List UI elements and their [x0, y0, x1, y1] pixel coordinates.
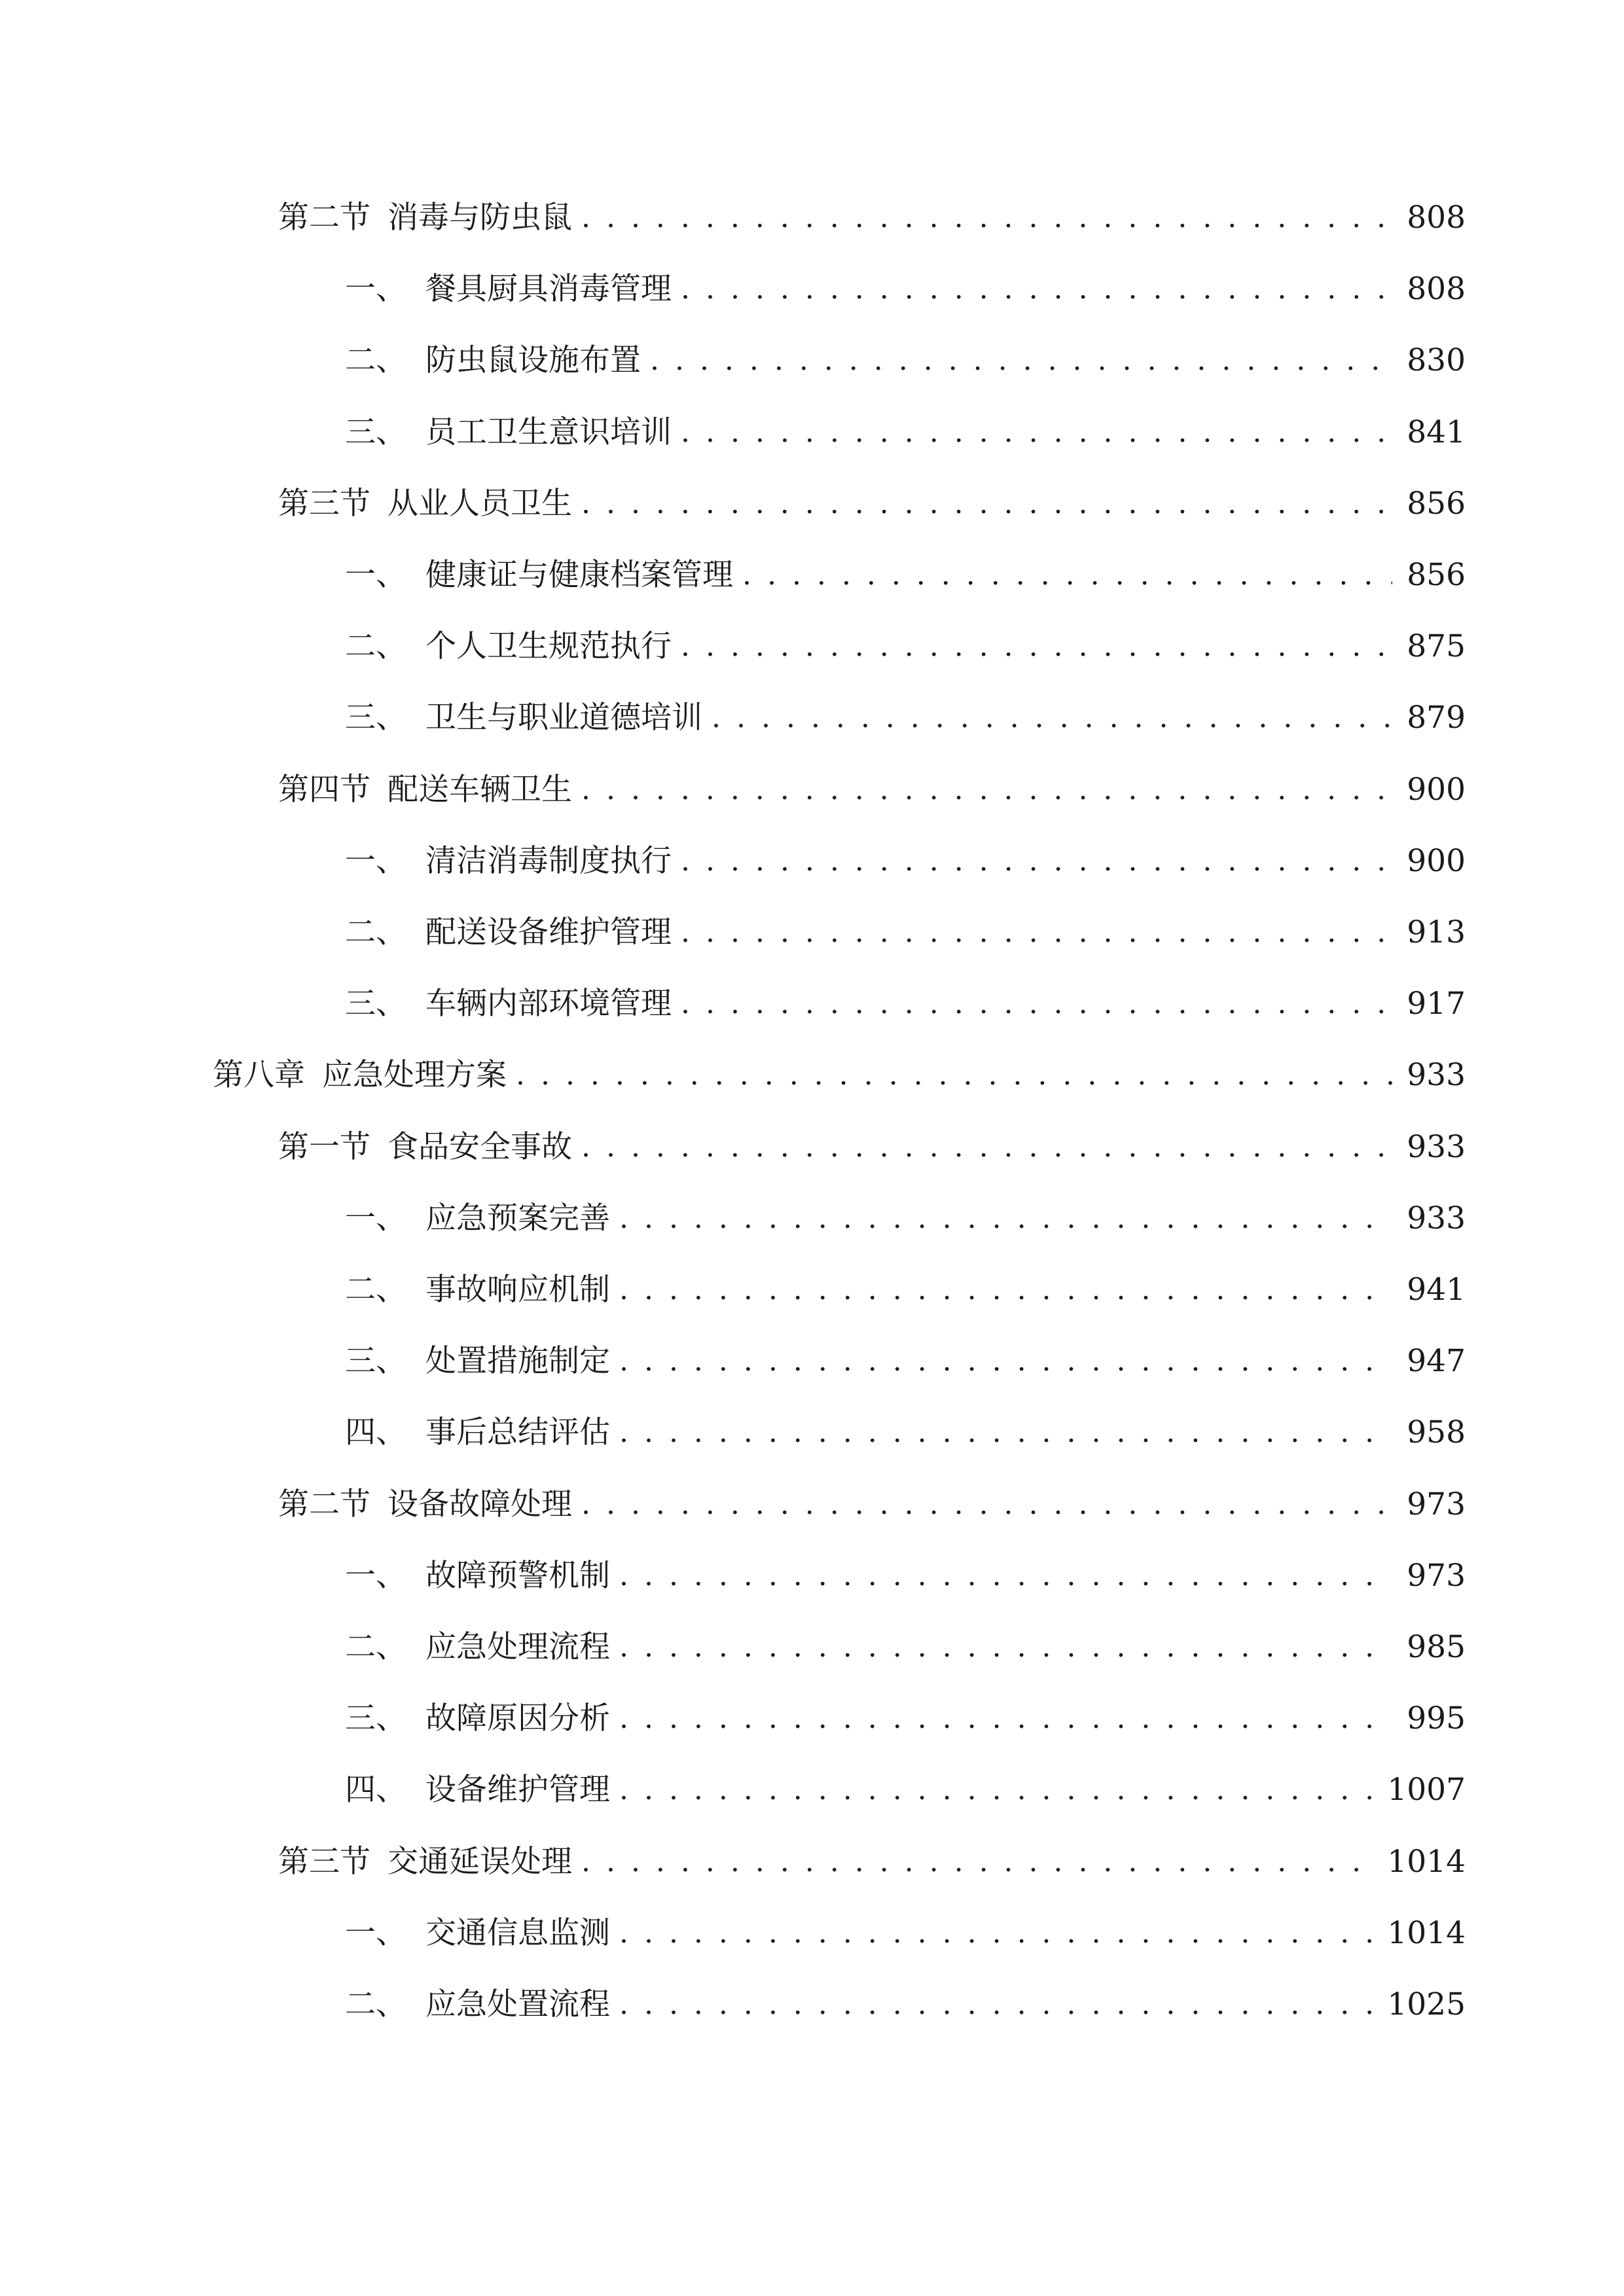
- toc-dot-leader: [619, 1770, 1373, 1810]
- toc-entry-title: 应急处理方案: [322, 1057, 507, 1094]
- toc-dot-leader: [619, 1556, 1392, 1596]
- toc-dot-leader: [581, 1128, 1392, 1167]
- toc-entry-title: 消毒与防虫鼠: [388, 200, 572, 236]
- toc-entry-number: 三、: [345, 700, 406, 736]
- toc-entry-title: 清洁消毒制度执行: [425, 842, 672, 879]
- toc-entry-page-number: 958: [1407, 1414, 1466, 1451]
- toc-entry[interactable]: [278, 484, 1466, 524]
- toc-entry-page-number: 973: [1407, 1557, 1466, 1594]
- toc-dot-leader: [581, 1485, 1392, 1524]
- toc-dot-leader: [712, 698, 1392, 738]
- toc-entry[interactable]: [345, 913, 1466, 952]
- toc-entry-number: 二、: [345, 914, 406, 950]
- toc-entry-title: 设备维护管理: [425, 1772, 610, 1808]
- toc-entry-title: 交通延误处理: [388, 1843, 572, 1880]
- toc-dot-leader: [619, 1199, 1392, 1238]
- toc-entry-page-number: 917: [1407, 986, 1466, 1022]
- toc-entry-number: 一、: [345, 271, 406, 308]
- toc-entry-page-number: 933: [1407, 1057, 1466, 1094]
- toc-entry-page-number: 995: [1407, 1700, 1466, 1737]
- toc-entry[interactable]: [345, 1914, 1466, 1953]
- toc-entry-title: 食品安全事故: [388, 1128, 572, 1165]
- toc-entry-number: 二、: [345, 1986, 406, 2022]
- toc-dot-leader: [681, 627, 1392, 666]
- toc-dot-leader: [619, 1342, 1392, 1381]
- toc-entry-title: 配送车辆卫生: [388, 771, 572, 808]
- toc-entry-title: 健康证与健康档案管理: [425, 557, 733, 593]
- toc-entry-number: 二、: [345, 342, 406, 379]
- toc-entry-page-number: 973: [1407, 1486, 1466, 1522]
- toc-entry-number: 第四节: [278, 771, 370, 808]
- toc-dot-leader: [681, 984, 1392, 1024]
- toc-entry-page-number: 1025: [1387, 1986, 1466, 2022]
- toc-entry-title: 事故响应机制: [425, 1272, 610, 1308]
- toc-dot-leader: [516, 1056, 1392, 1095]
- toc-entry[interactable]: [345, 1342, 1466, 1381]
- toc-entry[interactable]: [345, 698, 1466, 738]
- toc-entry-page-number: 841: [1407, 414, 1466, 450]
- toc-entry[interactable]: [345, 1556, 1466, 1596]
- toc-entry-page-number: 856: [1407, 557, 1466, 593]
- toc-entry[interactable]: [345, 1699, 1466, 1738]
- toc-entry[interactable]: [345, 842, 1466, 881]
- toc-entry-number: 三、: [345, 986, 406, 1022]
- toc-entry[interactable]: [345, 341, 1466, 380]
- toc-entry[interactable]: [278, 198, 1466, 238]
- toc-entry-number: 二、: [345, 628, 406, 665]
- toc-entry-number: 第三节: [278, 485, 370, 522]
- toc-entry-title: 应急处理流程: [425, 1629, 610, 1665]
- toc-dot-leader: [742, 556, 1392, 595]
- toc-entry-title: 处置措施制定: [425, 1343, 610, 1380]
- toc-dot-leader: [681, 913, 1392, 952]
- toc-entry-page-number: 913: [1407, 914, 1466, 950]
- toc-entry-number: 二、: [345, 1629, 406, 1665]
- toc-entry[interactable]: [345, 270, 1466, 309]
- toc-entry[interactable]: [278, 770, 1466, 810]
- toc-entry-number: 四、: [345, 1772, 406, 1808]
- toc-entry-page-number: 1007: [1387, 1772, 1466, 1808]
- toc-entry-page-number: 875: [1407, 628, 1466, 665]
- toc-dot-leader: [619, 1628, 1392, 1667]
- toc-entry-number: 一、: [345, 1200, 406, 1236]
- toc-entry-title: 应急处置流程: [425, 1986, 610, 2022]
- toc-entry-number: 四、: [345, 1414, 406, 1451]
- toc-entry-number: 三、: [345, 1343, 406, 1380]
- toc-entry-number: 一、: [345, 842, 406, 879]
- toc-entry[interactable]: [278, 1485, 1466, 1524]
- toc-dot-leader: [581, 770, 1392, 810]
- toc-dot-leader: [581, 1842, 1373, 1882]
- toc-entry-title: 车辆内部环境管理: [425, 986, 672, 1022]
- toc-dot-leader: [619, 1914, 1373, 1953]
- toc-entry[interactable]: [345, 1985, 1466, 2024]
- toc-entry[interactable]: [345, 627, 1466, 666]
- toc-entry-number: 第八章: [213, 1057, 305, 1094]
- toc-entry-page-number: 830: [1407, 342, 1466, 379]
- toc-dot-leader: [681, 413, 1392, 452]
- toc-entry-title: 个人卫生规范执行: [425, 628, 672, 665]
- toc-entry-title: 应急预案完善: [425, 1200, 610, 1236]
- toc-entry-page-number: 856: [1407, 485, 1466, 522]
- toc-entry-number: 第二节: [278, 1486, 370, 1522]
- toc-entry[interactable]: [278, 1128, 1466, 1167]
- toc-entry-title: 故障预警机制: [425, 1557, 610, 1594]
- toc-entry-title: 员工卫生意识培训: [425, 414, 672, 450]
- toc-dot-leader: [681, 270, 1392, 309]
- toc-dot-leader: [650, 341, 1392, 380]
- toc-entry-page-number: 808: [1407, 271, 1466, 308]
- toc-entry-page-number: 941: [1407, 1272, 1466, 1308]
- toc-entry[interactable]: [345, 1413, 1466, 1452]
- toc-dot-leader: [619, 1270, 1392, 1310]
- toc-entry[interactable]: [345, 984, 1466, 1024]
- toc-entry-page-number: 879: [1407, 700, 1466, 736]
- toc-entry[interactable]: [278, 1842, 1466, 1882]
- toc-entry-title: 配送设备维护管理: [425, 914, 672, 950]
- toc-dot-leader: [619, 1699, 1392, 1738]
- toc-entry-title: 防虫鼠设施布置: [425, 342, 641, 379]
- toc-entry-page-number: 1014: [1387, 1843, 1466, 1880]
- toc-entry-title: 设备故障处理: [388, 1486, 572, 1522]
- toc-dot-leader: [581, 484, 1392, 524]
- toc-entry-page-number: 808: [1407, 200, 1466, 236]
- toc-entry-title: 从业人员卫生: [388, 485, 572, 522]
- toc-entry[interactable]: [345, 556, 1466, 595]
- toc-entry-title: 交通信息监测: [425, 1914, 610, 1951]
- toc-dot-leader: [581, 198, 1392, 238]
- toc-dot-leader: [681, 842, 1392, 881]
- toc-entry-number: 第一节: [278, 1128, 370, 1165]
- toc-entry-page-number: 933: [1407, 1128, 1466, 1165]
- toc-entry-title: 卫生与职业道德培训: [425, 700, 702, 736]
- toc-entry[interactable]: [213, 1056, 1466, 1095]
- toc-entry-number: 三、: [345, 414, 406, 450]
- toc-entry-page-number: 933: [1407, 1200, 1466, 1236]
- toc-entry-number: 二、: [345, 1272, 406, 1308]
- toc-entry[interactable]: [345, 413, 1466, 452]
- toc-entry-page-number: 900: [1407, 842, 1466, 879]
- toc-dot-leader: [619, 1985, 1373, 2024]
- toc-entry-title: 事后总结评估: [425, 1414, 610, 1451]
- toc-entry-number: 一、: [345, 1557, 406, 1594]
- toc-entry[interactable]: [345, 1628, 1466, 1667]
- toc-entry-page-number: 947: [1407, 1343, 1466, 1380]
- toc-entry-number: 第三节: [278, 1843, 370, 1880]
- toc-dot-leader: [619, 1413, 1392, 1452]
- toc-entry[interactable]: [345, 1270, 1466, 1310]
- toc-entry-number: 第二节: [278, 200, 370, 236]
- toc-entry[interactable]: [345, 1770, 1466, 1810]
- toc-entry-number: 一、: [345, 1914, 406, 1951]
- toc-entry-page-number: 1014: [1387, 1914, 1466, 1951]
- toc-entry-title: 故障原因分析: [425, 1700, 610, 1737]
- toc-entry-title: 餐具厨具消毒管理: [425, 271, 672, 308]
- toc-entry-number: 一、: [345, 557, 406, 593]
- toc-entry-page-number: 900: [1407, 771, 1466, 808]
- toc-entry-page-number: 985: [1407, 1629, 1466, 1665]
- toc-entry[interactable]: [345, 1199, 1466, 1238]
- toc-entry-number: 三、: [345, 1700, 406, 1737]
